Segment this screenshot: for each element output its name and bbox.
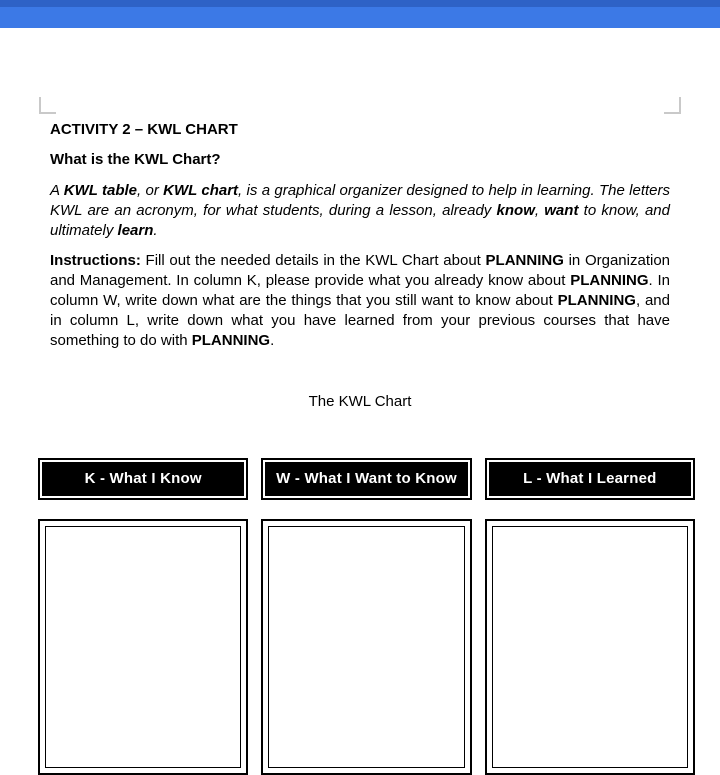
text-segment: , [534,202,545,219]
kwl-input-box-want[interactable] [268,526,464,768]
definition-paragraph [50,181,670,241]
text-segment: A [50,182,64,199]
kwl-table [38,458,695,775]
document-body [0,120,720,775]
page-corner-mark-left [39,97,56,114]
text-segment: Instructions: [50,252,141,269]
kwl-header-know [38,458,248,500]
kwl-header-want [261,458,471,500]
kwl-header-want-label: W - What I Want to Know [265,462,467,496]
text-segment: PLANNING [570,272,649,289]
kwl-header-know-label: K - What I Know [42,462,244,496]
kwl-cell-want[interactable] [261,519,471,775]
kwl-header-learned [485,458,695,500]
instructions-paragraph [50,251,670,351]
text-segment: to know, and ultimately [50,202,670,239]
text-segment: , or [137,182,164,199]
text-segment: know [496,202,535,219]
text-segment: Fill out the needed details in the KWL Chart about [140,252,486,269]
text-segment: , is a graphical organizer designed to help in learning. The letters KWL are an acronym, for what students, during a lesson, already [50,182,670,219]
text-segment: learn [117,222,154,239]
definition-subheading: What is the KWL Chart? [50,151,221,168]
kwl-header-learned-label: L - What I Learned [489,462,691,496]
activity-heading: ACTIVITY 2 – KWL CHART [50,121,238,138]
text-segment: KWL table [63,182,137,199]
text-segment: in Organization and Management. In column K, please provide what you already know about [50,252,671,289]
text-segment: want [544,202,579,219]
kwl-input-box-know[interactable] [45,526,241,768]
text-segment: KWL chart [163,182,239,199]
status-bar [0,0,720,7]
text-segment: PLANNING [191,332,271,349]
kwl-chart-title: The KWL Chart [308,393,412,410]
text-segment: . In column W, write down what are the things that you still want to know about [50,272,670,309]
kwl-input-box-learned[interactable] [492,526,688,768]
text-segment: . [153,222,158,239]
app-toolbar [0,7,720,28]
text-segment: . [270,332,275,349]
page-corner-mark-right [664,97,681,114]
text-segment: PLANNING [485,252,564,269]
text-segment: , and in column L, write down what you have learned from your previous courses that have something to do with [50,292,670,349]
text-segment: PLANNING [557,292,636,309]
kwl-cell-learned[interactable] [485,519,695,775]
kwl-cell-know[interactable] [38,519,248,775]
